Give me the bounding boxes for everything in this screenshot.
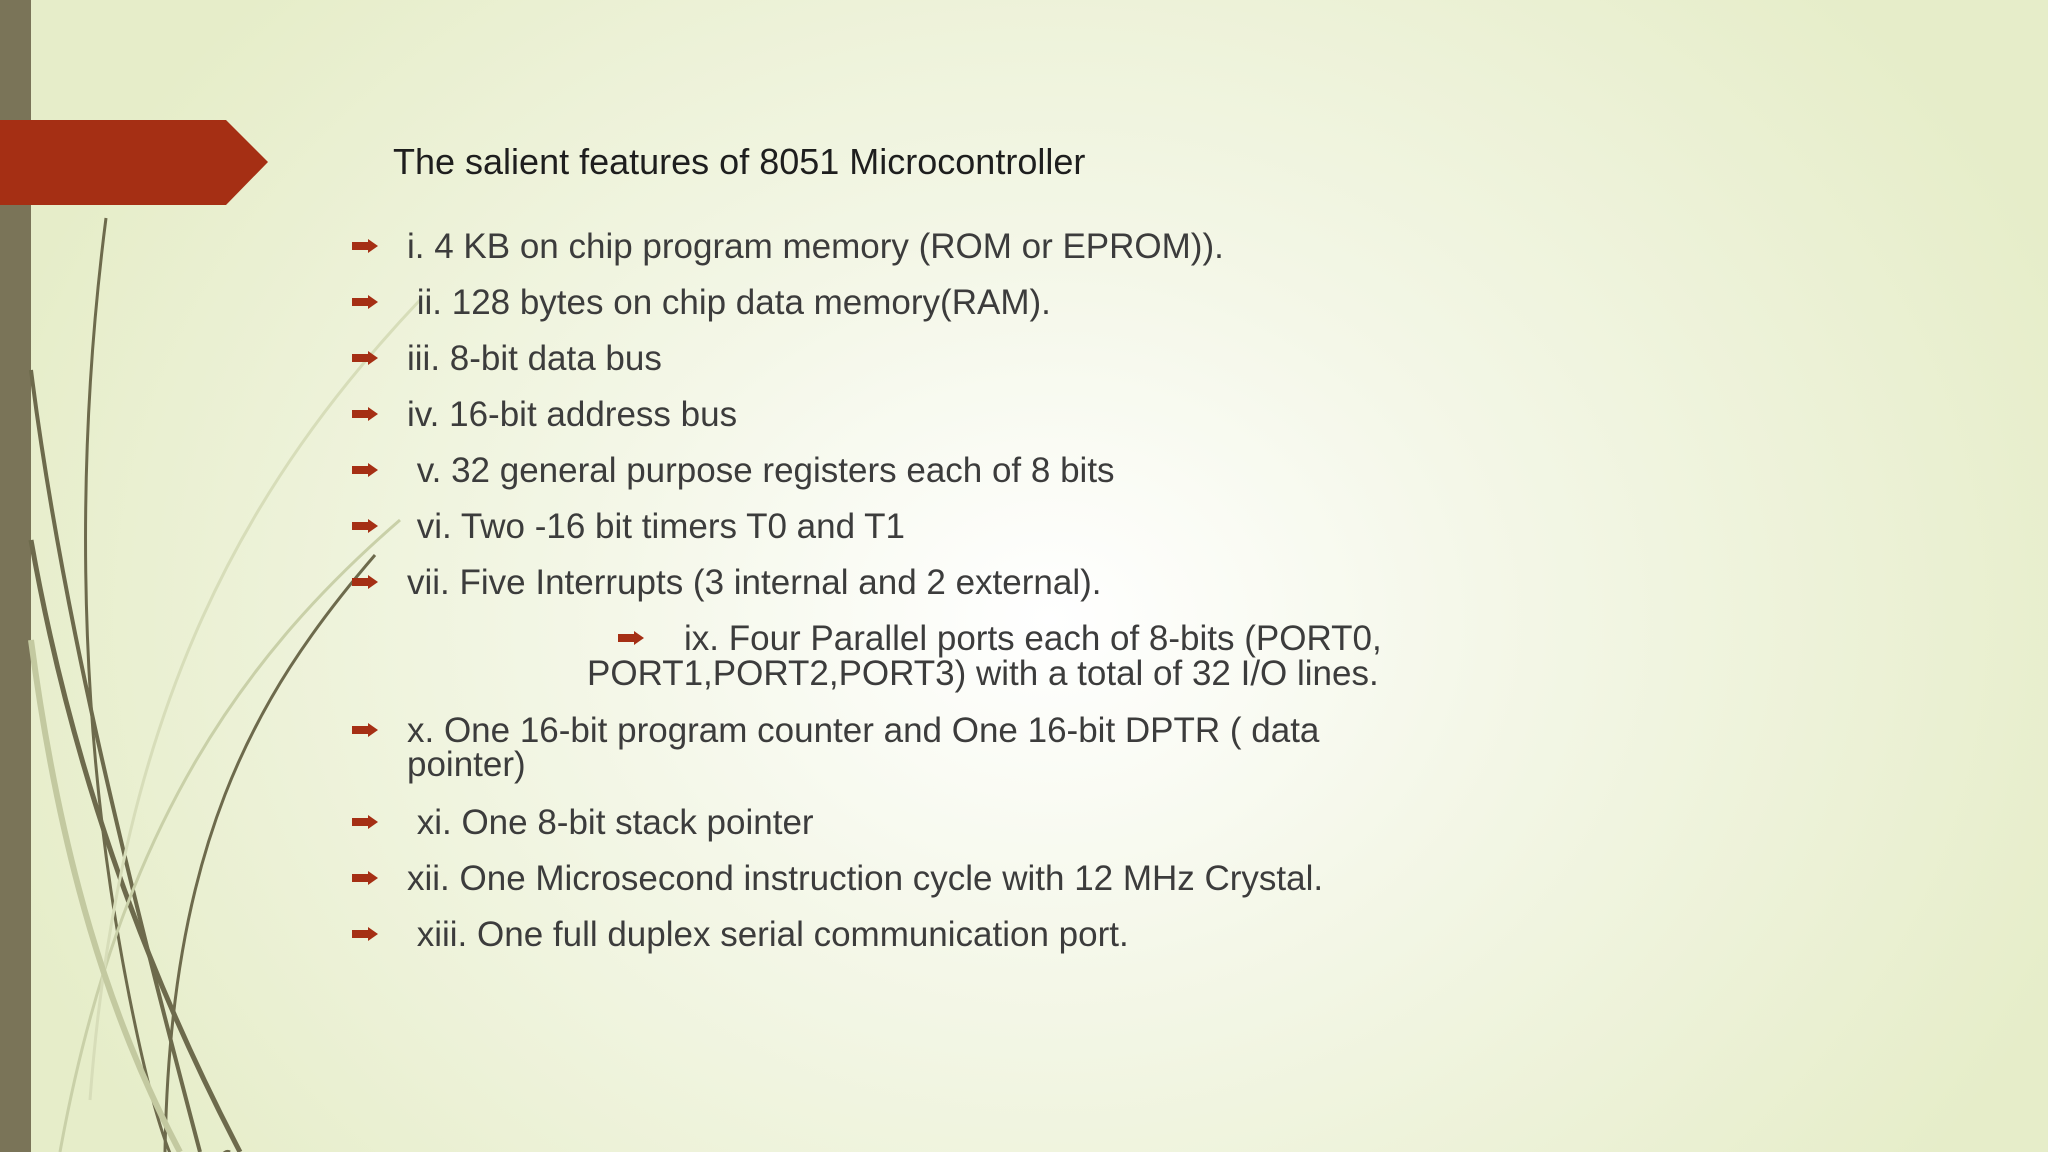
list-item-text: vii. Five Interrupts (3 internal and 2 external). (407, 563, 1102, 602)
arrow-bullet-icon (352, 295, 378, 309)
arrow-bullet-icon (352, 407, 378, 421)
list-item-text-continued: PORT1,PORT2,PORT3) with a total of 32 I/O lines. (587, 654, 1379, 693)
list-item-text: xi. One 8-bit stack pointer (407, 803, 814, 842)
list-item-text: iii. 8-bit data bus (407, 339, 662, 378)
list-item-text: vi. Two -16 bit timers T0 and T1 (407, 507, 905, 546)
list-item-text: xii. One Microsecond instruction cycle with 12 MHz Crystal. (407, 859, 1324, 898)
arrow-bullet-icon (352, 239, 378, 253)
list-item-text: ii. 128 bytes on chip data memory(RAM). (407, 283, 1051, 322)
arrow-bullet-icon (352, 871, 378, 885)
list-item-text-continued: pointer) (407, 745, 526, 784)
list-item-text: ix. Four Parallel ports each of 8-bits (PORT0, (684, 619, 1382, 658)
arrow-bullet-icon (352, 723, 378, 737)
arrow-bullet-icon (352, 351, 378, 365)
arrow-bullet-icon (352, 815, 378, 829)
arrow-bullet-icon (618, 631, 644, 645)
list-item-text: iv. 16-bit address bus (407, 395, 738, 434)
slide-title: The salient features of 8051 Microcontroller (393, 141, 1086, 182)
arrow-bullet-icon (352, 575, 378, 589)
arrow-bullet-icon (352, 463, 378, 477)
list-item-text: xiii. One full duplex serial communication port. (407, 915, 1129, 954)
arrow-bullet-icon (352, 927, 378, 941)
list-item-text: x. One 16-bit program counter and One 16-bit DPTR ( data (407, 711, 1320, 750)
arrow-bullet-icon (352, 519, 378, 533)
list-item-text: v. 32 general purpose registers each of 8 bits (407, 451, 1115, 490)
list-item-text: i. 4 KB on chip program memory (ROM or EPROM)). (407, 227, 1224, 266)
